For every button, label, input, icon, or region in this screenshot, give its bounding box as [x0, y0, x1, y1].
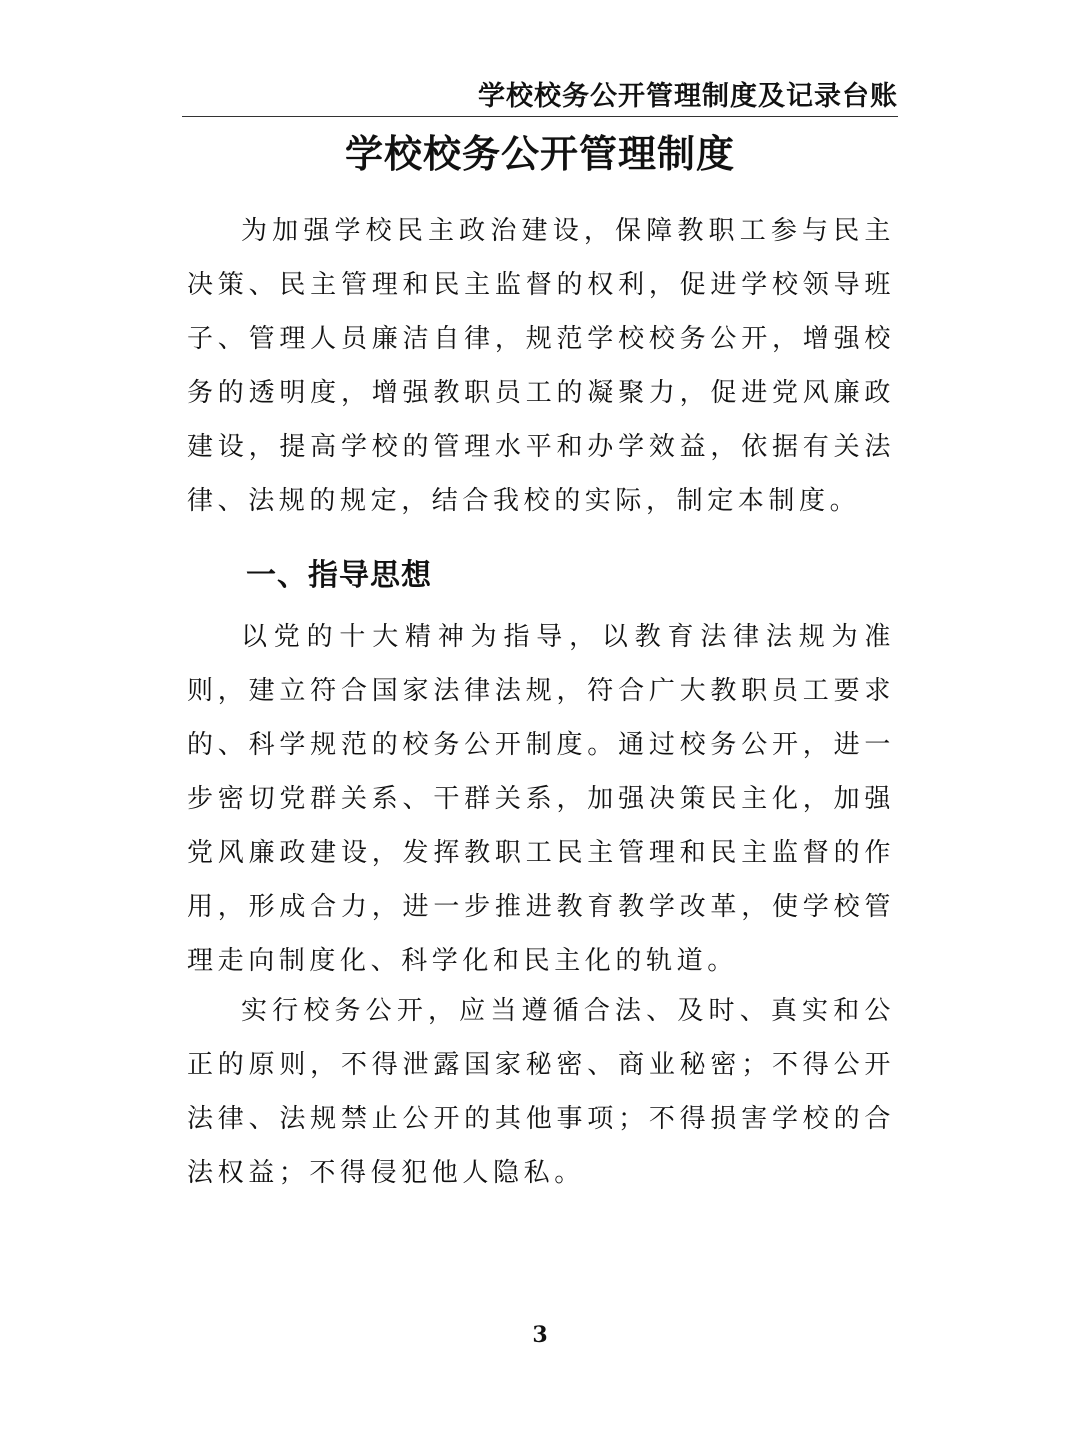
- page-number: 3: [532, 1322, 548, 1348]
- running-header-title: 学校校务公开管理制度及记录台账: [478, 81, 898, 112]
- section-heading-guiding-principle: 一、指导思想: [246, 558, 432, 593]
- section-paragraph-1: 以党的十大精神为指导，以教育法律法规为准则，建立符合国家法律法规，符合广大教职员工要求的、科学规范的校务公开制度。通过校务公开，进一步密切党群关系、干群关系，加强决策民主化，加强党风廉政建设，发挥教职工民主管理和民主监督的作用，形成合力，进一步推进教育教学改革，使学校管理走向制度化、科学化和民主化的轨道。: [187, 622, 895, 976]
- intro-paragraph: 为加强学校民主政治建设，保障教职工参与民主决策、民主管理和民主监督的权利，促进学校领导班子、管理人员廉洁自律，规范学校校务公开，增强校务的透明度，增强教职员工的凝聚力，促进党风廉政建设，提高学校的管理水平和办学效益，依据有关法律、法规的规定，结合我校的实际，制定本制度。: [187, 216, 895, 516]
- section-paragraph-2: 实行校务公开，应当遵循合法、及时、真实和公正的原则，不得泄露国家秘密、商业秘密；不得公开法律、法规禁止公开的其他事项；不得损害学校的合法权益；不得侵犯他人隐私。: [187, 996, 895, 1188]
- header-divider: [182, 116, 898, 117]
- document-title: 学校校务公开管理制度: [344, 131, 735, 176]
